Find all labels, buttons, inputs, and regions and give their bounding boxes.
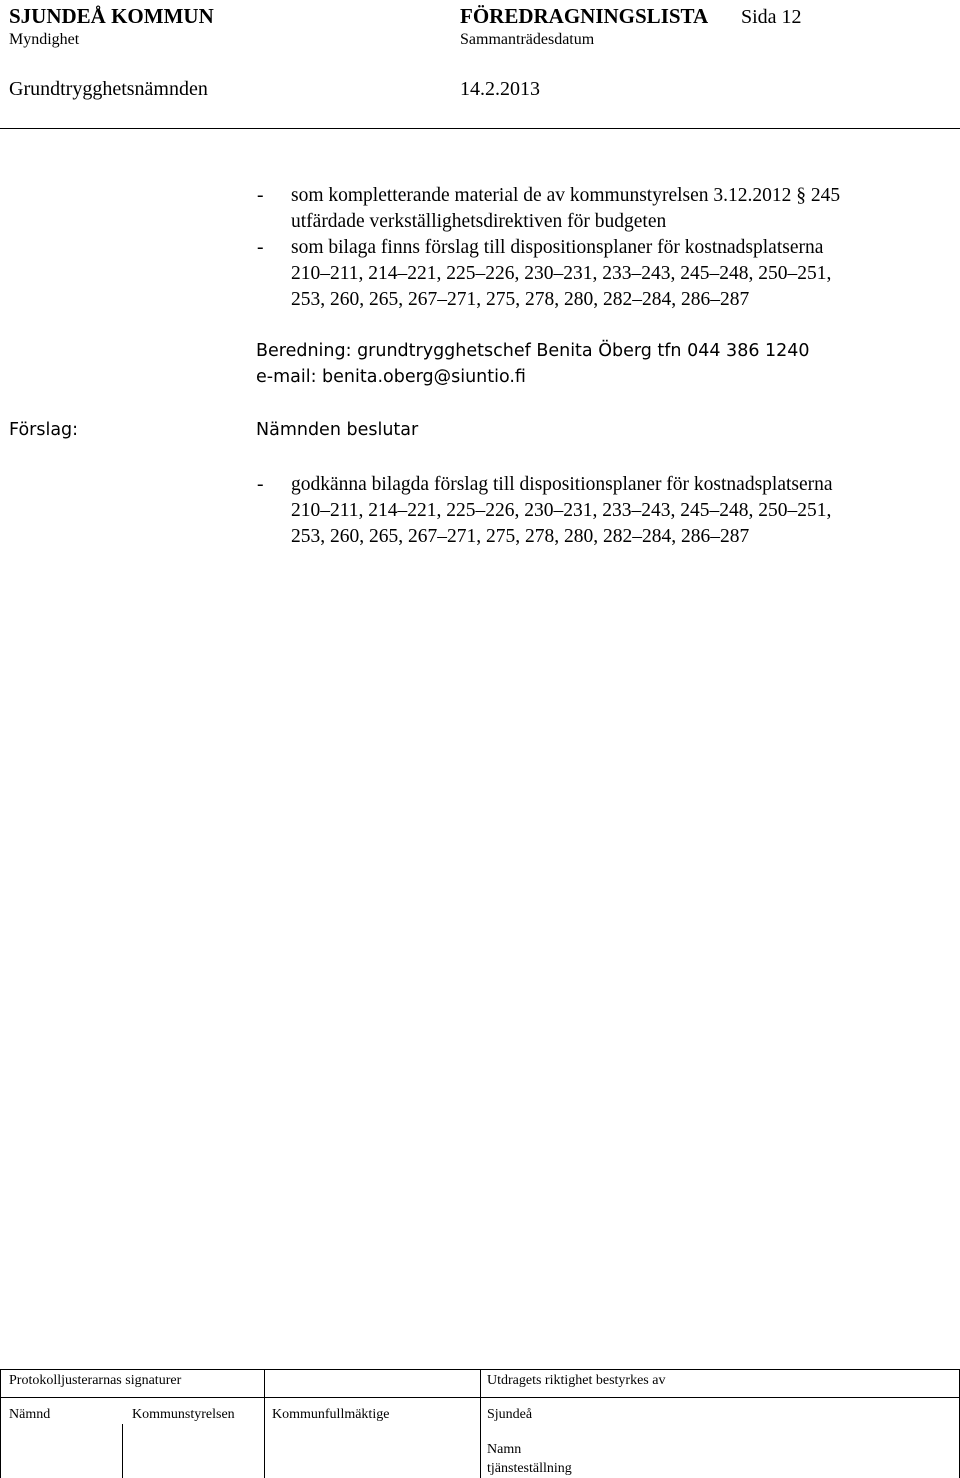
kommunstyrelsen-label: Kommunstyrelsen — [132, 1407, 235, 1422]
authority-name: Grundtrygghetsnämnden — [9, 78, 208, 100]
bullet-line: utfärdade verkställighetsdirektiven för budgeten — [291, 211, 667, 232]
preparation-info: Beredning: grundtrygghetschef Benita Öberg tfn 044 386 1240 — [256, 341, 810, 361]
document-type: FÖREDRAGNINGSLISTA — [460, 4, 709, 28]
footer-left-border — [0, 1369, 1, 1478]
bullet-line: som kompletterande material de av kommunstyrelsen 3.12.2012 § 245 — [291, 185, 841, 206]
bullet-dash: - — [257, 237, 264, 258]
authority-label: Myndighet — [9, 31, 80, 48]
footer-col-divider — [480, 1369, 481, 1478]
municipality-name: SJUNDEÅ KOMMUN — [9, 4, 214, 28]
bullet-line: 253, 260, 265, 267–271, 275, 278, 280, 282–284, 286–287 — [291, 289, 750, 310]
meeting-date: 14.2.2013 — [460, 78, 540, 100]
bullet-line: som bilaga finns förslag till dispositionsplaner för kostnadsplatserna — [291, 237, 824, 258]
contact-email: e-mail: benita.oberg@siuntio.fi — [256, 367, 526, 387]
signatures-label: Protokolljusterarnas signaturer — [9, 1373, 182, 1388]
decision-line: 210–211, 214–221, 225–226, 230–231, 233–243, 245–248, 250–251, — [291, 500, 832, 521]
footer-col-divider — [264, 1369, 265, 1478]
bullet-line: 210–211, 214–221, 225–226, 230–231, 233–243, 245–248, 250–251, — [291, 263, 832, 284]
decision-intro: Nämnden beslutar — [256, 420, 419, 440]
header-divider — [0, 128, 960, 129]
footer-col-divider — [122, 1424, 123, 1478]
namnd-label: Nämnd — [9, 1407, 51, 1422]
place-label: Sjundeå — [487, 1407, 533, 1422]
position-label: tjänsteställning — [487, 1461, 572, 1476]
kommunfullmaktige-label: Kommunfullmäktige — [272, 1407, 390, 1422]
proposal-label: Förslag: — [9, 420, 79, 440]
name-label: Namn — [487, 1442, 522, 1457]
page-number: Sida 12 — [741, 6, 802, 28]
meeting-date-label: Sammanträdesdatum — [460, 31, 595, 48]
decision-line: godkänna bilagda förslag till dispositionsplaner för kostnadsplatserna — [291, 474, 833, 495]
bullet-dash: - — [257, 474, 264, 495]
certified-label: Utdragets riktighet bestyrkes av — [487, 1373, 666, 1388]
decision-line: 253, 260, 265, 267–271, 275, 278, 280, 282–284, 286–287 — [291, 526, 750, 547]
bullet-dash: - — [257, 185, 264, 206]
